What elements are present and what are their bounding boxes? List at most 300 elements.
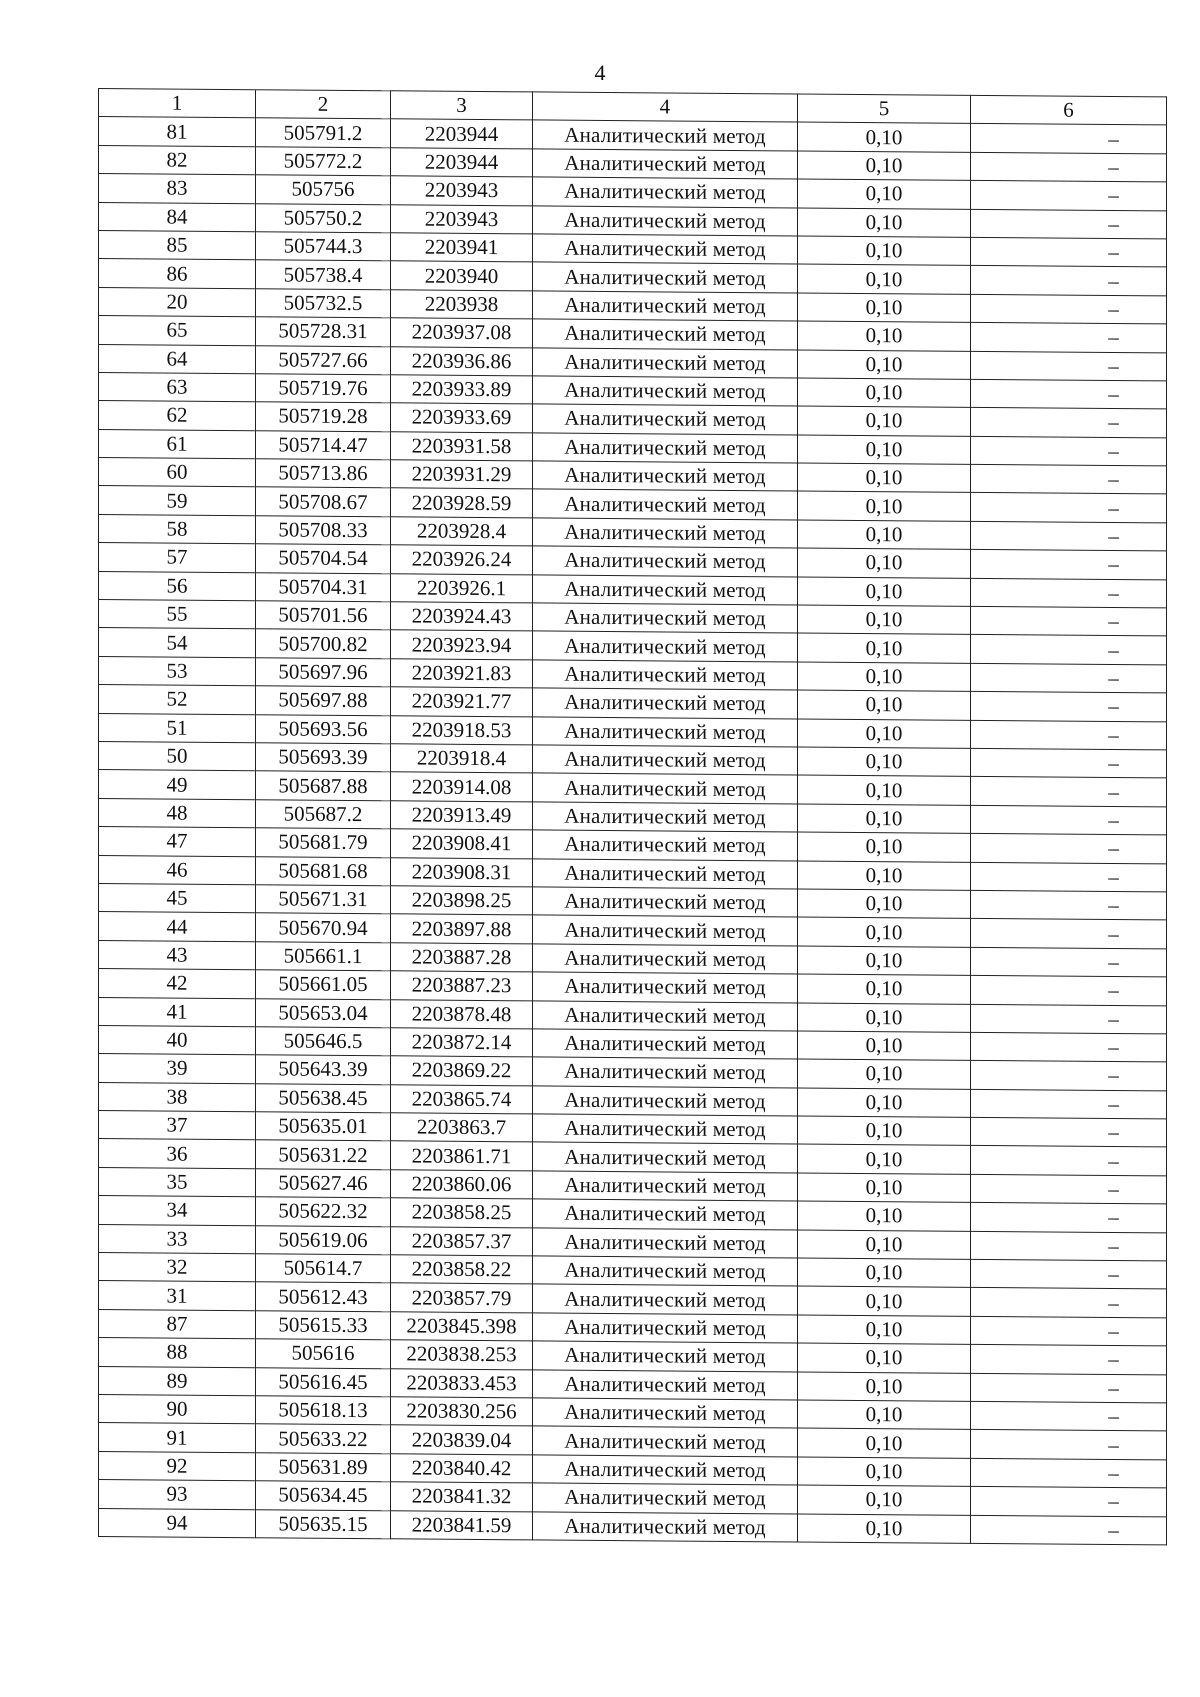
point-number-cell: 48: [99, 798, 256, 828]
point-number-cell: 40: [99, 1025, 256, 1055]
note-cell: –: [1108, 1432, 1119, 1457]
y-coordinate-cell: 2203857.79: [391, 1283, 533, 1313]
accuracy-cell: 0,10: [798, 1400, 971, 1430]
method-cell: Аналитический метод: [533, 1426, 798, 1456]
x-coordinate-cell: 505713.86: [256, 459, 391, 488]
note-cell-wrapper: [971, 777, 1167, 807]
x-coordinate-cell: 505622.32: [256, 1197, 391, 1226]
x-coordinate-cell: 505697.96: [256, 658, 391, 687]
accuracy-cell: 0,10: [798, 1230, 971, 1260]
x-coordinate-cell: 505693.56: [256, 714, 391, 743]
note-cell-wrapper: [971, 862, 1167, 892]
note-cell: –: [1108, 1035, 1119, 1060]
method-cell: Аналитический метод: [533, 575, 798, 605]
point-number-cell: 46: [99, 855, 256, 885]
column-header: 4: [533, 92, 798, 122]
method-cell: Аналитический метод: [533, 1313, 798, 1343]
note-cell-wrapper: [971, 1486, 1167, 1516]
y-coordinate-cell: 2203841.59: [391, 1510, 533, 1540]
point-number-cell: 55: [99, 600, 256, 630]
y-coordinate-cell: 2203926.24: [391, 545, 533, 575]
x-coordinate-cell: 505638.45: [256, 1083, 391, 1112]
point-number-cell: 60: [99, 458, 256, 488]
point-number-cell: 81: [99, 117, 256, 147]
x-coordinate-cell: 505750.2: [256, 203, 391, 232]
y-coordinate-cell: 2203858.22: [391, 1255, 533, 1285]
x-coordinate-cell: 505704.54: [256, 544, 391, 573]
x-coordinate-cell: 505791.2: [256, 118, 391, 147]
y-coordinate-cell: 2203937.08: [391, 318, 533, 348]
table-body: [99, 117, 1167, 1545]
accuracy-cell: 0,10: [798, 491, 971, 521]
x-coordinate-cell: 505681.68: [256, 856, 391, 885]
point-number-cell: 65: [99, 316, 256, 346]
note-cell-wrapper: [971, 1430, 1167, 1460]
accuracy-cell: 0,10: [798, 1457, 971, 1487]
x-coordinate-cell: 505631.89: [256, 1452, 391, 1481]
note-cell: –: [1108, 694, 1119, 719]
y-coordinate-cell: 2203918.53: [391, 715, 533, 745]
note-cell: –: [1108, 1233, 1119, 1258]
accuracy-cell: 0,10: [798, 264, 971, 294]
note-cell: –: [1108, 467, 1119, 492]
x-coordinate-cell: 505614.7: [256, 1254, 391, 1283]
note-cell: –: [1108, 949, 1119, 974]
point-number-cell: 93: [99, 1480, 256, 1510]
note-cell-wrapper: [971, 152, 1167, 182]
column-header: 6: [971, 95, 1167, 125]
note-cell: –: [1108, 864, 1119, 889]
method-cell: Аналитический метод: [533, 1114, 798, 1144]
note-cell: –: [1108, 325, 1119, 350]
note-cell-wrapper: [971, 408, 1167, 438]
point-number-cell: 91: [99, 1423, 256, 1453]
point-number-cell: 53: [99, 656, 256, 686]
point-number-cell: 39: [99, 1054, 256, 1084]
accuracy-cell: 0,10: [798, 435, 971, 465]
y-coordinate-cell: 2203933.89: [391, 375, 533, 405]
x-coordinate-cell: 505697.88: [256, 686, 391, 715]
x-coordinate-cell: 505714.47: [256, 430, 391, 459]
note-cell: –: [1108, 1347, 1119, 1372]
note-cell: –: [1108, 268, 1119, 293]
method-cell: Аналитический метод: [533, 262, 798, 292]
column-header: 5: [798, 94, 971, 124]
y-coordinate-cell: 2203878.48: [391, 999, 533, 1029]
method-cell: Аналитический метод: [533, 291, 798, 321]
point-number-cell: 44: [99, 912, 256, 942]
note-cell-wrapper: [971, 748, 1167, 778]
note-cell: –: [1108, 978, 1119, 1003]
method-cell: Аналитический метод: [533, 688, 798, 718]
accuracy-cell: 0,10: [798, 1485, 971, 1515]
point-number-cell: 42: [99, 969, 256, 999]
point-number-cell: 85: [99, 230, 256, 260]
y-coordinate-cell: 2203869.22: [391, 1056, 533, 1086]
y-coordinate-cell: 2203914.08: [391, 772, 533, 802]
accuracy-cell: 0,10: [798, 605, 971, 635]
method-cell: Аналитический метод: [533, 773, 798, 803]
column-header: 1: [99, 89, 256, 119]
note-cell-wrapper: [971, 663, 1167, 693]
point-number-cell: 56: [99, 571, 256, 601]
accuracy-cell: 0,10: [798, 633, 971, 663]
point-number-cell: 52: [99, 685, 256, 715]
point-number-cell: 47: [99, 827, 256, 857]
method-cell: Аналитический метод: [533, 1000, 798, 1030]
y-coordinate-cell: 2203944: [391, 148, 533, 178]
accuracy-cell: 0,10: [798, 804, 971, 834]
note-cell-wrapper: [971, 181, 1167, 211]
note-cell: –: [1108, 126, 1119, 151]
accuracy-cell: 0,10: [798, 1031, 971, 1061]
y-coordinate-cell: 2203938: [391, 290, 533, 320]
note-cell-wrapper: [971, 1061, 1167, 1091]
note-cell-wrapper: [971, 834, 1167, 864]
point-number-cell: 35: [99, 1167, 256, 1197]
note-cell: –: [1108, 438, 1119, 463]
method-cell: Аналитический метод: [533, 1086, 798, 1116]
accuracy-cell: 0,10: [798, 775, 971, 805]
method-cell: Аналитический метод: [533, 745, 798, 775]
note-cell: –: [1108, 1290, 1119, 1315]
x-coordinate-cell: 505612.43: [256, 1282, 391, 1311]
x-coordinate-cell: 505634.45: [256, 1481, 391, 1510]
method-cell: Аналитический метод: [533, 802, 798, 832]
note-cell-wrapper: [971, 919, 1167, 949]
y-coordinate-cell: 2203943: [391, 176, 533, 206]
note-cell: –: [1108, 1517, 1119, 1542]
accuracy-cell: 0,10: [798, 861, 971, 891]
y-coordinate-cell: 2203944: [391, 119, 533, 149]
y-coordinate-cell: 2203928.59: [391, 488, 533, 518]
accuracy-cell: 0,10: [798, 208, 971, 238]
method-cell: Аналитический метод: [533, 1511, 798, 1541]
point-number-cell: 58: [99, 514, 256, 544]
y-coordinate-cell: 2203908.31: [391, 857, 533, 887]
method-cell: Аналитический метод: [533, 319, 798, 349]
note-cell: –: [1108, 637, 1119, 662]
x-coordinate-cell: 505687.2: [256, 800, 391, 829]
y-coordinate-cell: 2203845.398: [391, 1312, 533, 1342]
method-cell: Аналитический метод: [533, 1341, 798, 1371]
note-cell: –: [1108, 183, 1119, 208]
accuracy-cell: 0,10: [798, 236, 971, 266]
y-coordinate-cell: 2203926.1: [391, 573, 533, 603]
point-number-cell: 37: [99, 1111, 256, 1141]
note-cell: –: [1108, 1148, 1119, 1173]
x-coordinate-cell: 505719.28: [256, 402, 391, 431]
note-cell-wrapper: [971, 1004, 1167, 1034]
method-cell: Аналитический метод: [533, 830, 798, 860]
note-cell: –: [1108, 296, 1119, 321]
point-number-cell: 32: [99, 1253, 256, 1283]
y-coordinate-cell: 2203913.49: [391, 801, 533, 831]
y-coordinate-cell: 2203931.29: [391, 460, 533, 490]
note-cell: –: [1108, 893, 1119, 918]
point-number-cell: 63: [99, 372, 256, 402]
x-coordinate-cell: 505671.31: [256, 885, 391, 914]
x-coordinate-cell: 505732.5: [256, 288, 391, 317]
y-coordinate-cell: 2203924.43: [391, 602, 533, 632]
column-header: 3: [391, 91, 533, 121]
accuracy-cell: 0,10: [798, 889, 971, 919]
note-cell-wrapper: [971, 493, 1167, 523]
y-coordinate-cell: 2203833.453: [391, 1368, 533, 1398]
note-cell-wrapper: [971, 124, 1167, 154]
x-coordinate-cell: 505670.94: [256, 913, 391, 942]
note-cell: –: [1108, 580, 1119, 605]
accuracy-cell: 0,10: [798, 946, 971, 976]
y-coordinate-cell: 2203839.04: [391, 1425, 533, 1455]
x-coordinate-cell: 505635.01: [256, 1112, 391, 1141]
accuracy-cell: 0,10: [798, 179, 971, 209]
note-cell-wrapper: [971, 322, 1167, 352]
y-coordinate-cell: 2203897.88: [391, 914, 533, 944]
method-cell: Аналитический метод: [533, 461, 798, 491]
point-number-cell: 43: [99, 940, 256, 970]
point-number-cell: 62: [99, 401, 256, 431]
x-coordinate-cell: 505700.82: [256, 629, 391, 658]
note-cell: –: [1108, 1120, 1119, 1145]
note-cell-wrapper: [971, 635, 1167, 665]
note-cell-wrapper: [971, 266, 1167, 296]
x-coordinate-cell: 505708.33: [256, 516, 391, 545]
accuracy-cell: 0,10: [798, 350, 971, 380]
note-cell: –: [1108, 1375, 1119, 1400]
method-cell: Аналитический метод: [533, 347, 798, 377]
note-cell: –: [1108, 665, 1119, 691]
x-coordinate-cell: 505619.06: [256, 1225, 391, 1254]
note-cell-wrapper: [971, 1203, 1167, 1233]
note-cell-wrapper: [971, 947, 1167, 977]
point-number-cell: 57: [99, 543, 256, 573]
y-coordinate-cell: 2203887.28: [391, 943, 533, 973]
accuracy-cell: 0,10: [798, 690, 971, 720]
note-cell-wrapper: [971, 578, 1167, 608]
note-cell: –: [1108, 552, 1119, 577]
note-cell: –: [1108, 779, 1119, 804]
accuracy-cell: 0,10: [798, 1514, 971, 1544]
note-cell: –: [1108, 1205, 1119, 1230]
point-number-cell: 49: [99, 770, 256, 800]
y-coordinate-cell: 2203908.41: [391, 829, 533, 859]
note-cell-wrapper: [971, 1458, 1167, 1488]
point-number-cell: 41: [99, 997, 256, 1027]
note-cell: –: [1108, 722, 1119, 747]
note-cell: –: [1108, 1176, 1119, 1202]
method-cell: Аналитический метод: [533, 717, 798, 747]
x-coordinate-cell: 505661.05: [256, 970, 391, 999]
method-cell: Аналитический метод: [533, 489, 798, 519]
coordinates-table: [98, 88, 1167, 1545]
method-cell: Аналитический метод: [533, 1256, 798, 1286]
x-coordinate-cell: 505701.56: [256, 601, 391, 630]
x-coordinate-cell: 505687.88: [256, 771, 391, 800]
note-cell: –: [1108, 495, 1119, 520]
point-number-cell: 20: [99, 287, 256, 317]
note-cell-wrapper: [971, 606, 1167, 636]
method-cell: Аналитический метод: [533, 234, 798, 264]
note-cell-wrapper: [971, 805, 1167, 835]
x-coordinate-cell: 505704.31: [256, 572, 391, 601]
accuracy-cell: 0,10: [798, 1144, 971, 1174]
y-coordinate-cell: 2203860.06: [391, 1170, 533, 1200]
accuracy-cell: 0,10: [798, 151, 971, 181]
note-cell: –: [1108, 1318, 1119, 1344]
note-cell: –: [1108, 921, 1119, 946]
y-coordinate-cell: 2203931.58: [391, 431, 533, 461]
method-cell: Аналитический метод: [533, 120, 798, 150]
y-coordinate-cell: 2203865.74: [391, 1084, 533, 1114]
accuracy-cell: 0,10: [798, 122, 971, 152]
note-cell-wrapper: [971, 521, 1167, 551]
note-cell: –: [1108, 1091, 1119, 1116]
x-coordinate-cell: 505653.04: [256, 998, 391, 1027]
point-number-cell: 33: [99, 1224, 256, 1254]
note-cell: –: [1108, 353, 1119, 378]
method-cell: Аналитический метод: [533, 972, 798, 1002]
accuracy-cell: 0,10: [798, 1002, 971, 1032]
note-cell-wrapper: [971, 1146, 1167, 1176]
method-cell: Аналитический метод: [533, 660, 798, 690]
note-cell-wrapper: [971, 1231, 1167, 1261]
note-cell-wrapper: [971, 692, 1167, 722]
point-number-cell: 87: [99, 1309, 256, 1339]
x-coordinate-cell: 505738.4: [256, 260, 391, 289]
note-cell: –: [1108, 240, 1119, 265]
note-cell: –: [1108, 211, 1119, 236]
note-cell: –: [1108, 1460, 1119, 1485]
method-cell: Аналитический метод: [533, 546, 798, 576]
note-cell: –: [1108, 1006, 1119, 1031]
note-cell-wrapper: [971, 436, 1167, 466]
note-cell: –: [1108, 382, 1119, 407]
method-cell: Аналитический метод: [533, 404, 798, 434]
method-cell: Аналитический метод: [533, 887, 798, 917]
note-cell-wrapper: [971, 720, 1167, 750]
note-cell: –: [1108, 1404, 1119, 1429]
accuracy-cell: 0,10: [798, 1428, 971, 1458]
note-cell-wrapper: [971, 1345, 1167, 1375]
note-cell-wrapper: [971, 209, 1167, 239]
note-cell-wrapper: [971, 1089, 1167, 1119]
method-cell: Аналитический метод: [533, 603, 798, 633]
method-cell: Аналитический метод: [533, 1455, 798, 1485]
y-coordinate-cell: 2203936.86: [391, 346, 533, 376]
method-cell: Аналитический метод: [533, 1142, 798, 1172]
y-coordinate-cell: 2203940: [391, 261, 533, 291]
point-number-cell: 38: [99, 1082, 256, 1112]
note-cell: –: [1108, 410, 1119, 435]
method-cell: Аналитический метод: [533, 177, 798, 207]
point-number-cell: 54: [99, 628, 256, 658]
method-cell: Аналитический метод: [533, 1199, 798, 1229]
point-number-cell: 94: [99, 1508, 256, 1538]
accuracy-cell: 0,10: [798, 1088, 971, 1118]
accuracy-cell: 0,10: [798, 1173, 971, 1203]
method-cell: Аналитический метод: [533, 518, 798, 548]
point-number-cell: 51: [99, 713, 256, 743]
accuracy-cell: 0,10: [798, 406, 971, 436]
note-cell-wrapper: [971, 1259, 1167, 1289]
accuracy-cell: 0,10: [798, 1286, 971, 1316]
x-coordinate-cell: 505631.22: [256, 1140, 391, 1169]
method-cell: Аналитический метод: [533, 915, 798, 945]
y-coordinate-cell: 2203841.32: [391, 1482, 533, 1512]
point-number-cell: 31: [99, 1281, 256, 1311]
note-cell-wrapper: [971, 1373, 1167, 1403]
y-coordinate-cell: 2203921.83: [391, 659, 533, 689]
note-cell: –: [1108, 751, 1119, 776]
x-coordinate-cell: 505727.66: [256, 345, 391, 374]
point-number-cell: 59: [99, 486, 256, 516]
x-coordinate-cell: 505661.1: [256, 941, 391, 970]
point-number-cell: 45: [99, 883, 256, 913]
x-coordinate-cell: 505681.79: [256, 828, 391, 857]
method-cell: Аналитический метод: [533, 376, 798, 406]
x-coordinate-cell: 505693.39: [256, 743, 391, 772]
method-cell: Аналитический метод: [533, 631, 798, 661]
y-coordinate-cell: 2203921.77: [391, 687, 533, 717]
y-coordinate-cell: 2203838.253: [391, 1340, 533, 1370]
y-coordinate-cell: 2203840.42: [391, 1454, 533, 1484]
note-cell-wrapper: [971, 237, 1167, 267]
note-cell-wrapper: [971, 1316, 1167, 1346]
note-cell-wrapper: [971, 1515, 1167, 1545]
note-cell-wrapper: [971, 550, 1167, 580]
note-cell-wrapper: [971, 1117, 1167, 1147]
x-coordinate-cell: 505708.67: [256, 487, 391, 516]
y-coordinate-cell: 2203830.256: [391, 1397, 533, 1427]
point-number-cell: 34: [99, 1196, 256, 1226]
x-coordinate-cell: 505744.3: [256, 232, 391, 261]
x-coordinate-cell: 505772.2: [256, 147, 391, 176]
accuracy-cell: 0,10: [798, 917, 971, 947]
accuracy-cell: 0,10: [798, 662, 971, 692]
point-number-cell: 64: [99, 344, 256, 374]
x-coordinate-cell: 505616.45: [256, 1367, 391, 1396]
note-cell: –: [1108, 1489, 1119, 1514]
x-coordinate-cell: 505643.39: [256, 1055, 391, 1084]
x-coordinate-cell: 505633.22: [256, 1424, 391, 1453]
accuracy-cell: 0,10: [798, 1315, 971, 1345]
x-coordinate-cell: 505635.15: [256, 1509, 391, 1538]
method-cell: Аналитический метод: [533, 1029, 798, 1059]
note-cell-wrapper: [971, 1288, 1167, 1318]
note-cell: –: [1108, 836, 1119, 861]
note-cell-wrapper: [971, 1174, 1167, 1204]
point-number-cell: 82: [99, 145, 256, 175]
method-cell: Аналитический метод: [533, 1228, 798, 1258]
x-coordinate-cell: 505756: [256, 175, 391, 204]
y-coordinate-cell: 2203887.23: [391, 971, 533, 1001]
note-cell-wrapper: [971, 890, 1167, 920]
x-coordinate-cell: 505719.76: [256, 374, 391, 403]
accuracy-cell: 0,10: [798, 1201, 971, 1231]
note-cell-wrapper: [971, 975, 1167, 1005]
method-cell: Аналитический метод: [533, 1057, 798, 1087]
method-cell: Аналитический метод: [533, 205, 798, 235]
x-coordinate-cell: 505728.31: [256, 317, 391, 346]
note-cell-wrapper: [971, 351, 1167, 381]
y-coordinate-cell: 2203863.7: [391, 1113, 533, 1143]
point-number-cell: 86: [99, 259, 256, 289]
x-coordinate-cell: 505618.13: [256, 1396, 391, 1425]
accuracy-cell: 0,10: [798, 463, 971, 493]
point-number-cell: 61: [99, 429, 256, 459]
page-number: 4: [594, 60, 606, 85]
